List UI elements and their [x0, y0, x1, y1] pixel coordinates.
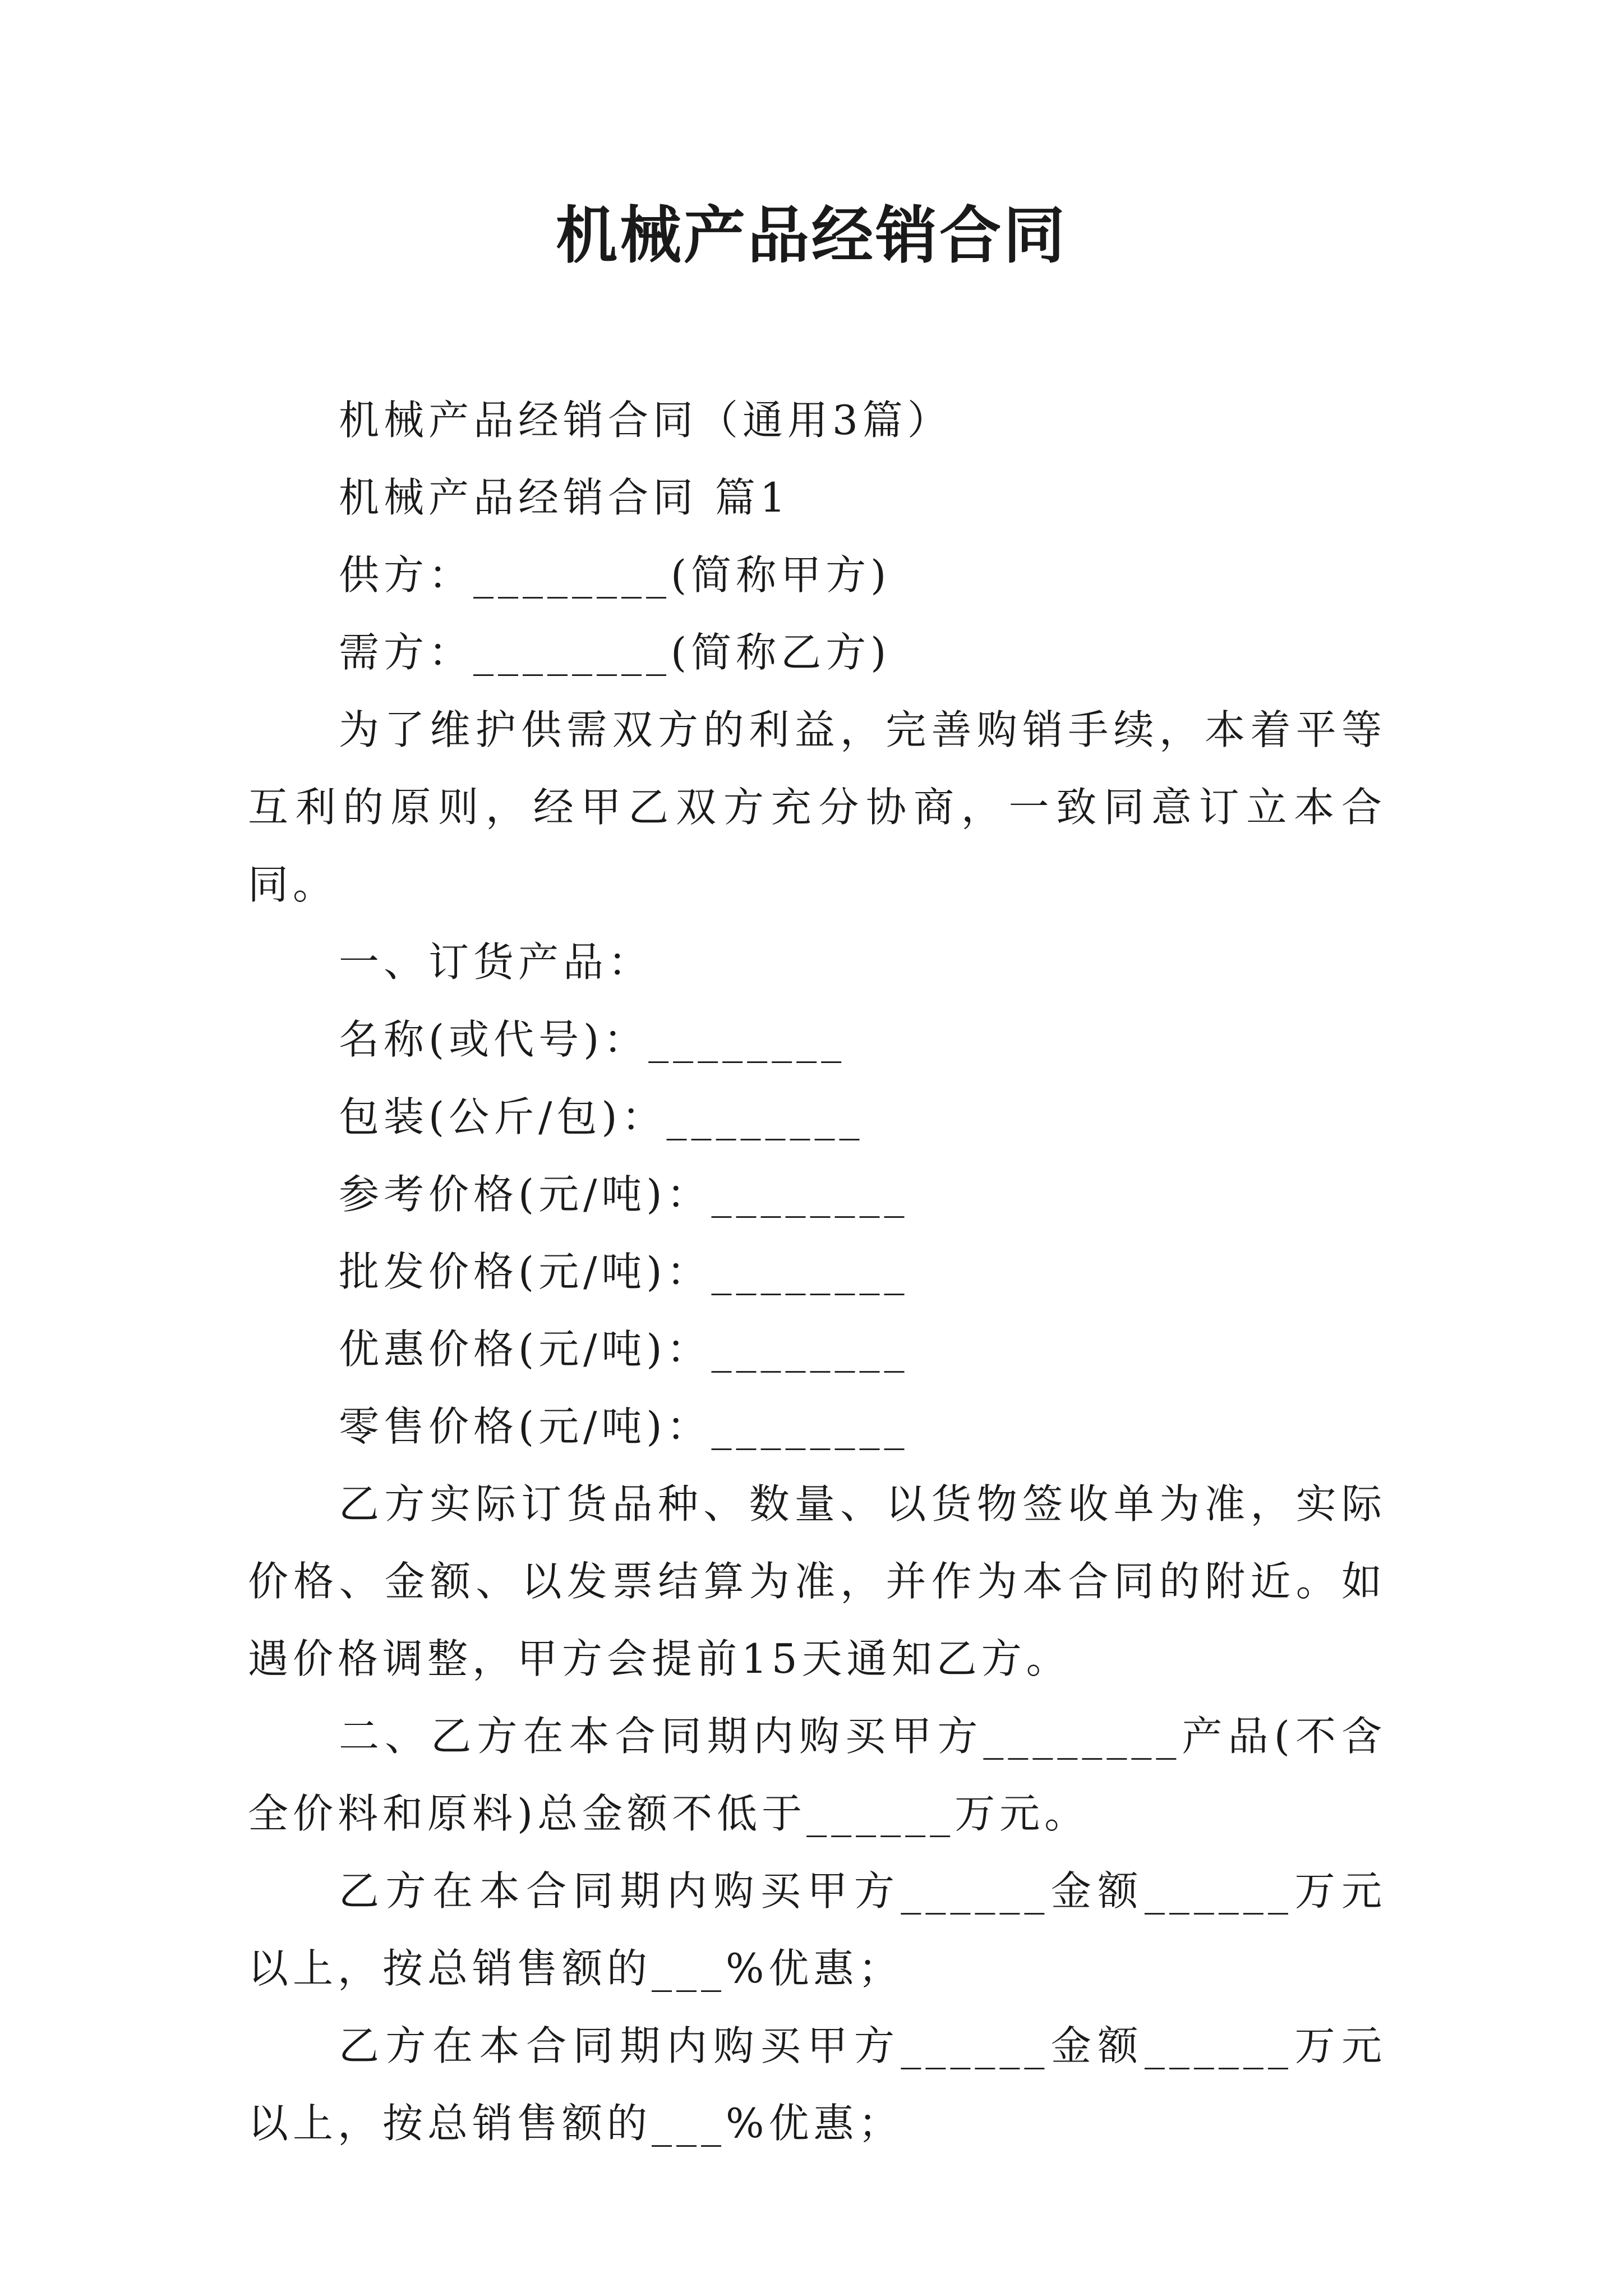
buyer-line: 需方：________(简称乙方)	[339, 629, 891, 676]
packaging-line: 包装(公斤/包)：________	[339, 1093, 864, 1140]
order-terms-paragraph: 乙方实际订货品种、数量、以货物签收单为准，实际价格、金额、以发票结算为准，并作为本合同的附近。如遇价格调整，甲方会提前15天通知乙方。	[248, 1480, 1386, 1682]
purchase-amount-paragraph: 二、乙方在本合同期内购买甲方________产品(不含全价料和原料)总金额不低于______万元。	[248, 1713, 1386, 1837]
reference-price-line: 参考价格(元/吨)：________	[339, 1171, 909, 1218]
retail-price-line: 零售价格(元/吨)：________	[339, 1403, 909, 1450]
preamble-paragraph: 为了维护供需双方的利益，完善购销手续，本着平等互利的原则，经甲乙双方充分协商，一致同意订立本合同。	[248, 706, 1386, 908]
document-title: 机械产品经销合同	[556, 199, 1067, 272]
subtitle-line: 机械产品经销合同（通用3篇）	[339, 397, 952, 444]
discount-price-line: 优惠价格(元/吨)：________	[339, 1326, 909, 1373]
wholesale-price-line: 批发价格(元/吨)：________	[339, 1248, 909, 1295]
product-name-line: 名称(或代号)：________	[339, 1016, 846, 1063]
section-heading: 机械产品经销合同 篇1	[339, 474, 790, 521]
document-body	[248, 381, 1386, 2162]
clause-heading: 一、订货产品：	[339, 938, 653, 986]
discount-tier-paragraph: 乙方在本合同期内购买甲方______金额______万元以上，按总销售额的___%优惠；	[248, 2022, 1386, 2147]
discount-tier-paragraph: 乙方在本合同期内购买甲方______金额______万元以上，按总销售额的___%优惠；	[248, 1867, 1386, 1992]
supplier-line: 供方：________(简称甲方)	[339, 551, 891, 599]
